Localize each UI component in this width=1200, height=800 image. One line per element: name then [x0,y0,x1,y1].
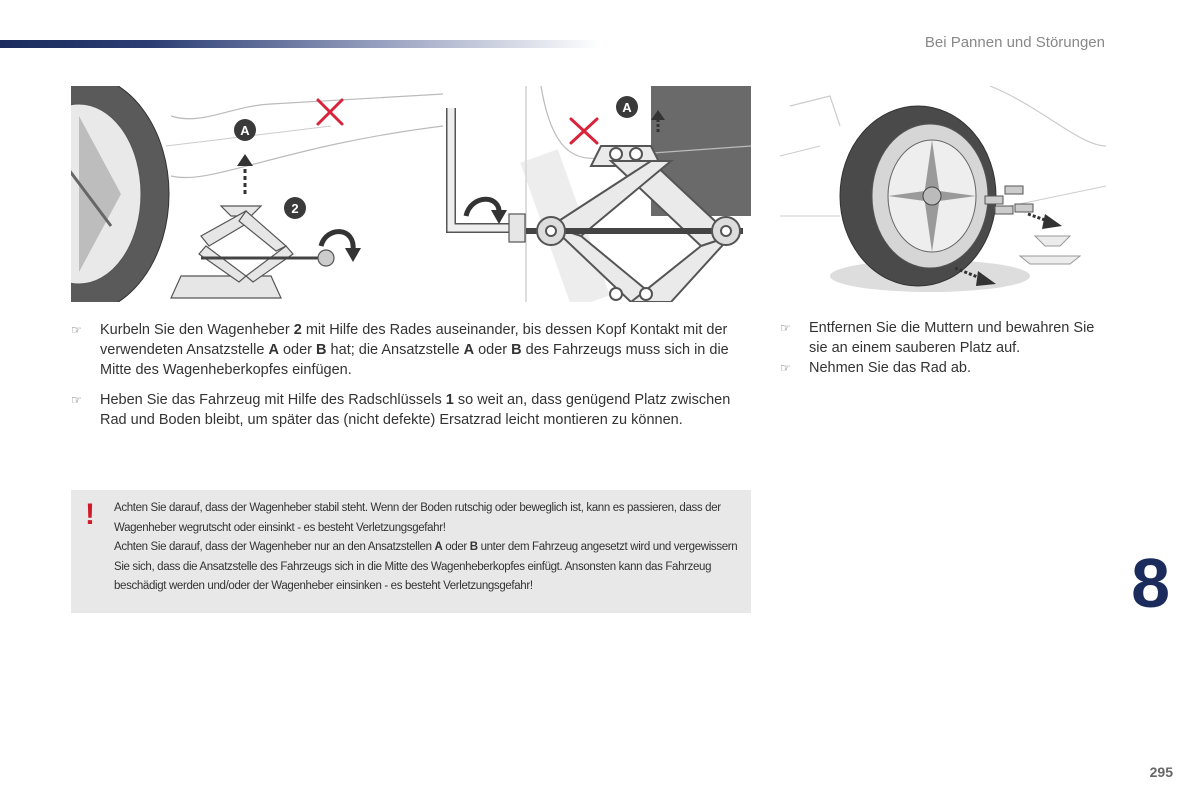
instructions-left [71,320,751,440]
pointing-hand-icon: ☞ [71,323,82,337]
svg-text:A: A [622,100,632,115]
pointing-hand-icon: ☞ [780,361,791,375]
badge-a [234,119,256,141]
svg-text:A: A [240,123,250,138]
warning-box [71,490,751,613]
pointing-hand-icon: ☞ [71,393,82,407]
list-item: ☞ Kurbeln Sie den Wagenheber 2 mit Hilfe des Rades auseinander, bis dessen Kopf Kontakt mit der verwendeten Ansatzstelle A oder B hat; die Ansatzstelle A oder B des Fahrzeugs muss sich in die Mitte des Wagenheberkopfes einfügen. [71,322,729,378]
section-title: Bei Pannen und Störungen [924,34,1105,51]
header-accent-bar [0,40,600,48]
page-number: 295 [1149,764,1173,780]
warning-line-2: Achten Sie darauf, dass der Wagenheber nur an den Ansatzstellen A oder B unter dem Fahrzeug angesetzt wird und vergewissern Sie sich, dass die Ansatzstelle des Fahrzeugs sich in die Mitte des Wagenheberkopfes einfügt. Ansonsten kann das Fahrzeug beschädigt werden und/oder der Wagenheber einsinken - es besteht Verletzungsgefahr! [114,541,738,592]
list-item: ☞ Heben Sie das Fahrzeug mit Hilfe des Radschlüssels 1 so weit an, dass genügend Platz zwischen Rad und Boden bleibt, um später das (nicht defekte) Ersatzrad leicht montieren zu können. [71,392,731,428]
badge-2 [284,197,306,219]
wheel-diagram [780,86,1106,302]
list-item: ☞ Nehmen Sie das Rad ab. [780,360,972,376]
warning-line-1: Achten Sie darauf, dass der Wagenheber stabil steht. Wenn der Boden rutschig oder beweglich ist, kann es passieren, dass der Wagenheber wegrutscht oder einsinkt - es besteht Verletzungsgefahr! [114,502,721,534]
wheel-removal-illustration [780,86,1106,302]
jack-diagram [71,86,751,302]
warning-text [114,499,742,597]
warning-icon: ! [85,498,95,531]
wheel-icon [840,106,996,286]
pointing-hand-icon: ☞ [780,321,791,335]
svg-text:2: 2 [291,201,299,216]
instructions-right [780,318,1100,378]
badge-a-2 [616,96,638,118]
chapter-number: 8 [1131,544,1170,622]
jack-illustration [71,86,751,302]
list-item: ☞ Entfernen Sie die Muttern und bewahren Sie sie an einem sauberen Platz auf. [780,320,1095,356]
